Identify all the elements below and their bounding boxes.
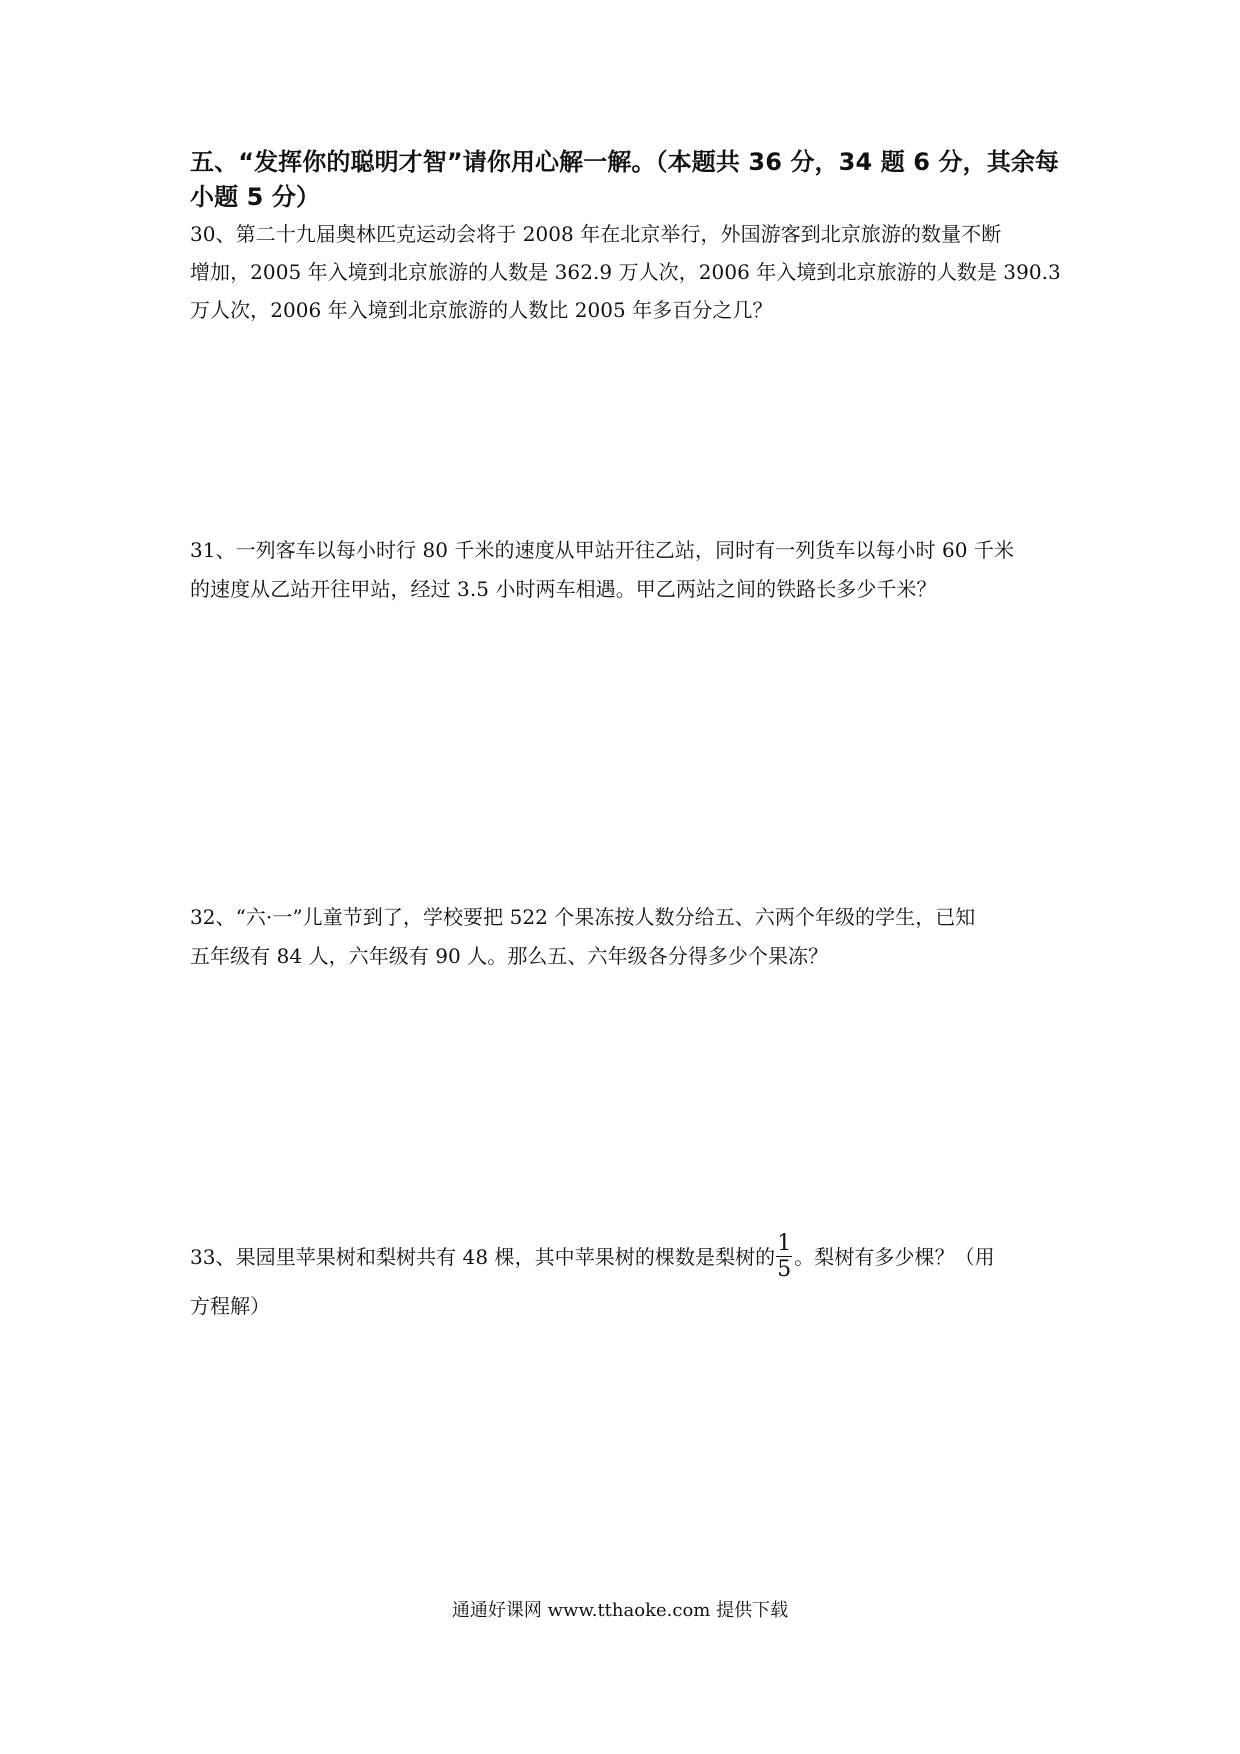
fraction-denominator: 5 [777, 1257, 792, 1283]
fraction-numerator: 1 [777, 1231, 792, 1256]
question-32-line-2: 五年级有 84 人，六年级有 90 人。那么五、六年级各分得多少个果冻？ [190, 944, 829, 968]
question-31-line-1: 31、一列客车以每小时行 80 千米的速度从甲站开往乙站，同时有一列货车以每小时 60 千米 [190, 538, 1015, 562]
question-33-text-after-fraction: 。梨树有多少棵？（用 [794, 1245, 995, 1270]
section-heading-line-2: 小题 5 分） [190, 183, 321, 211]
question-33-text-before-fraction: 33、果园里苹果树和梨树共有 48 棵，其中苹果树的棵数是梨树的 [190, 1245, 776, 1270]
section-heading-line-1: 五、“发挥你的聪明才智”请你用心解一解。（本题共 36 分，34 题 6 分，其余每 [190, 148, 1060, 176]
question-30-line-3: 万人次，2006 年入境到北京旅游的人数比 2005 年多百分之几？ [190, 298, 773, 322]
question-32-line-1: 32、“六·一”儿童节到了，学校要把 522 个果冻按人数分给五、六两个年级的学生，已知 [190, 905, 976, 929]
question-33-fraction [776, 1232, 792, 1281]
question-31-line-2: 的速度从乙站开往甲站，经过 3.5 小时两车相遇。甲乙两站之间的铁路长多少千米？ [190, 577, 937, 601]
page-footer: 通通好课网 www.tthaoke.com 提供下载 [451, 1600, 789, 1621]
question-33-line-1 [190, 1231, 1060, 1283]
question-30-line-1: 30、第二十九届奥林匹克运动会将于 2008 年在北京举行，外国游客到北京旅游的数量不断 [190, 222, 1002, 246]
question-30-line-2: 增加，2005 年入境到北京旅游的人数是 362.9 万人次，2006 年入境到北京旅游的人数是 390.3 [190, 260, 1061, 284]
question-33-line-2: 方程解） [190, 1294, 271, 1318]
